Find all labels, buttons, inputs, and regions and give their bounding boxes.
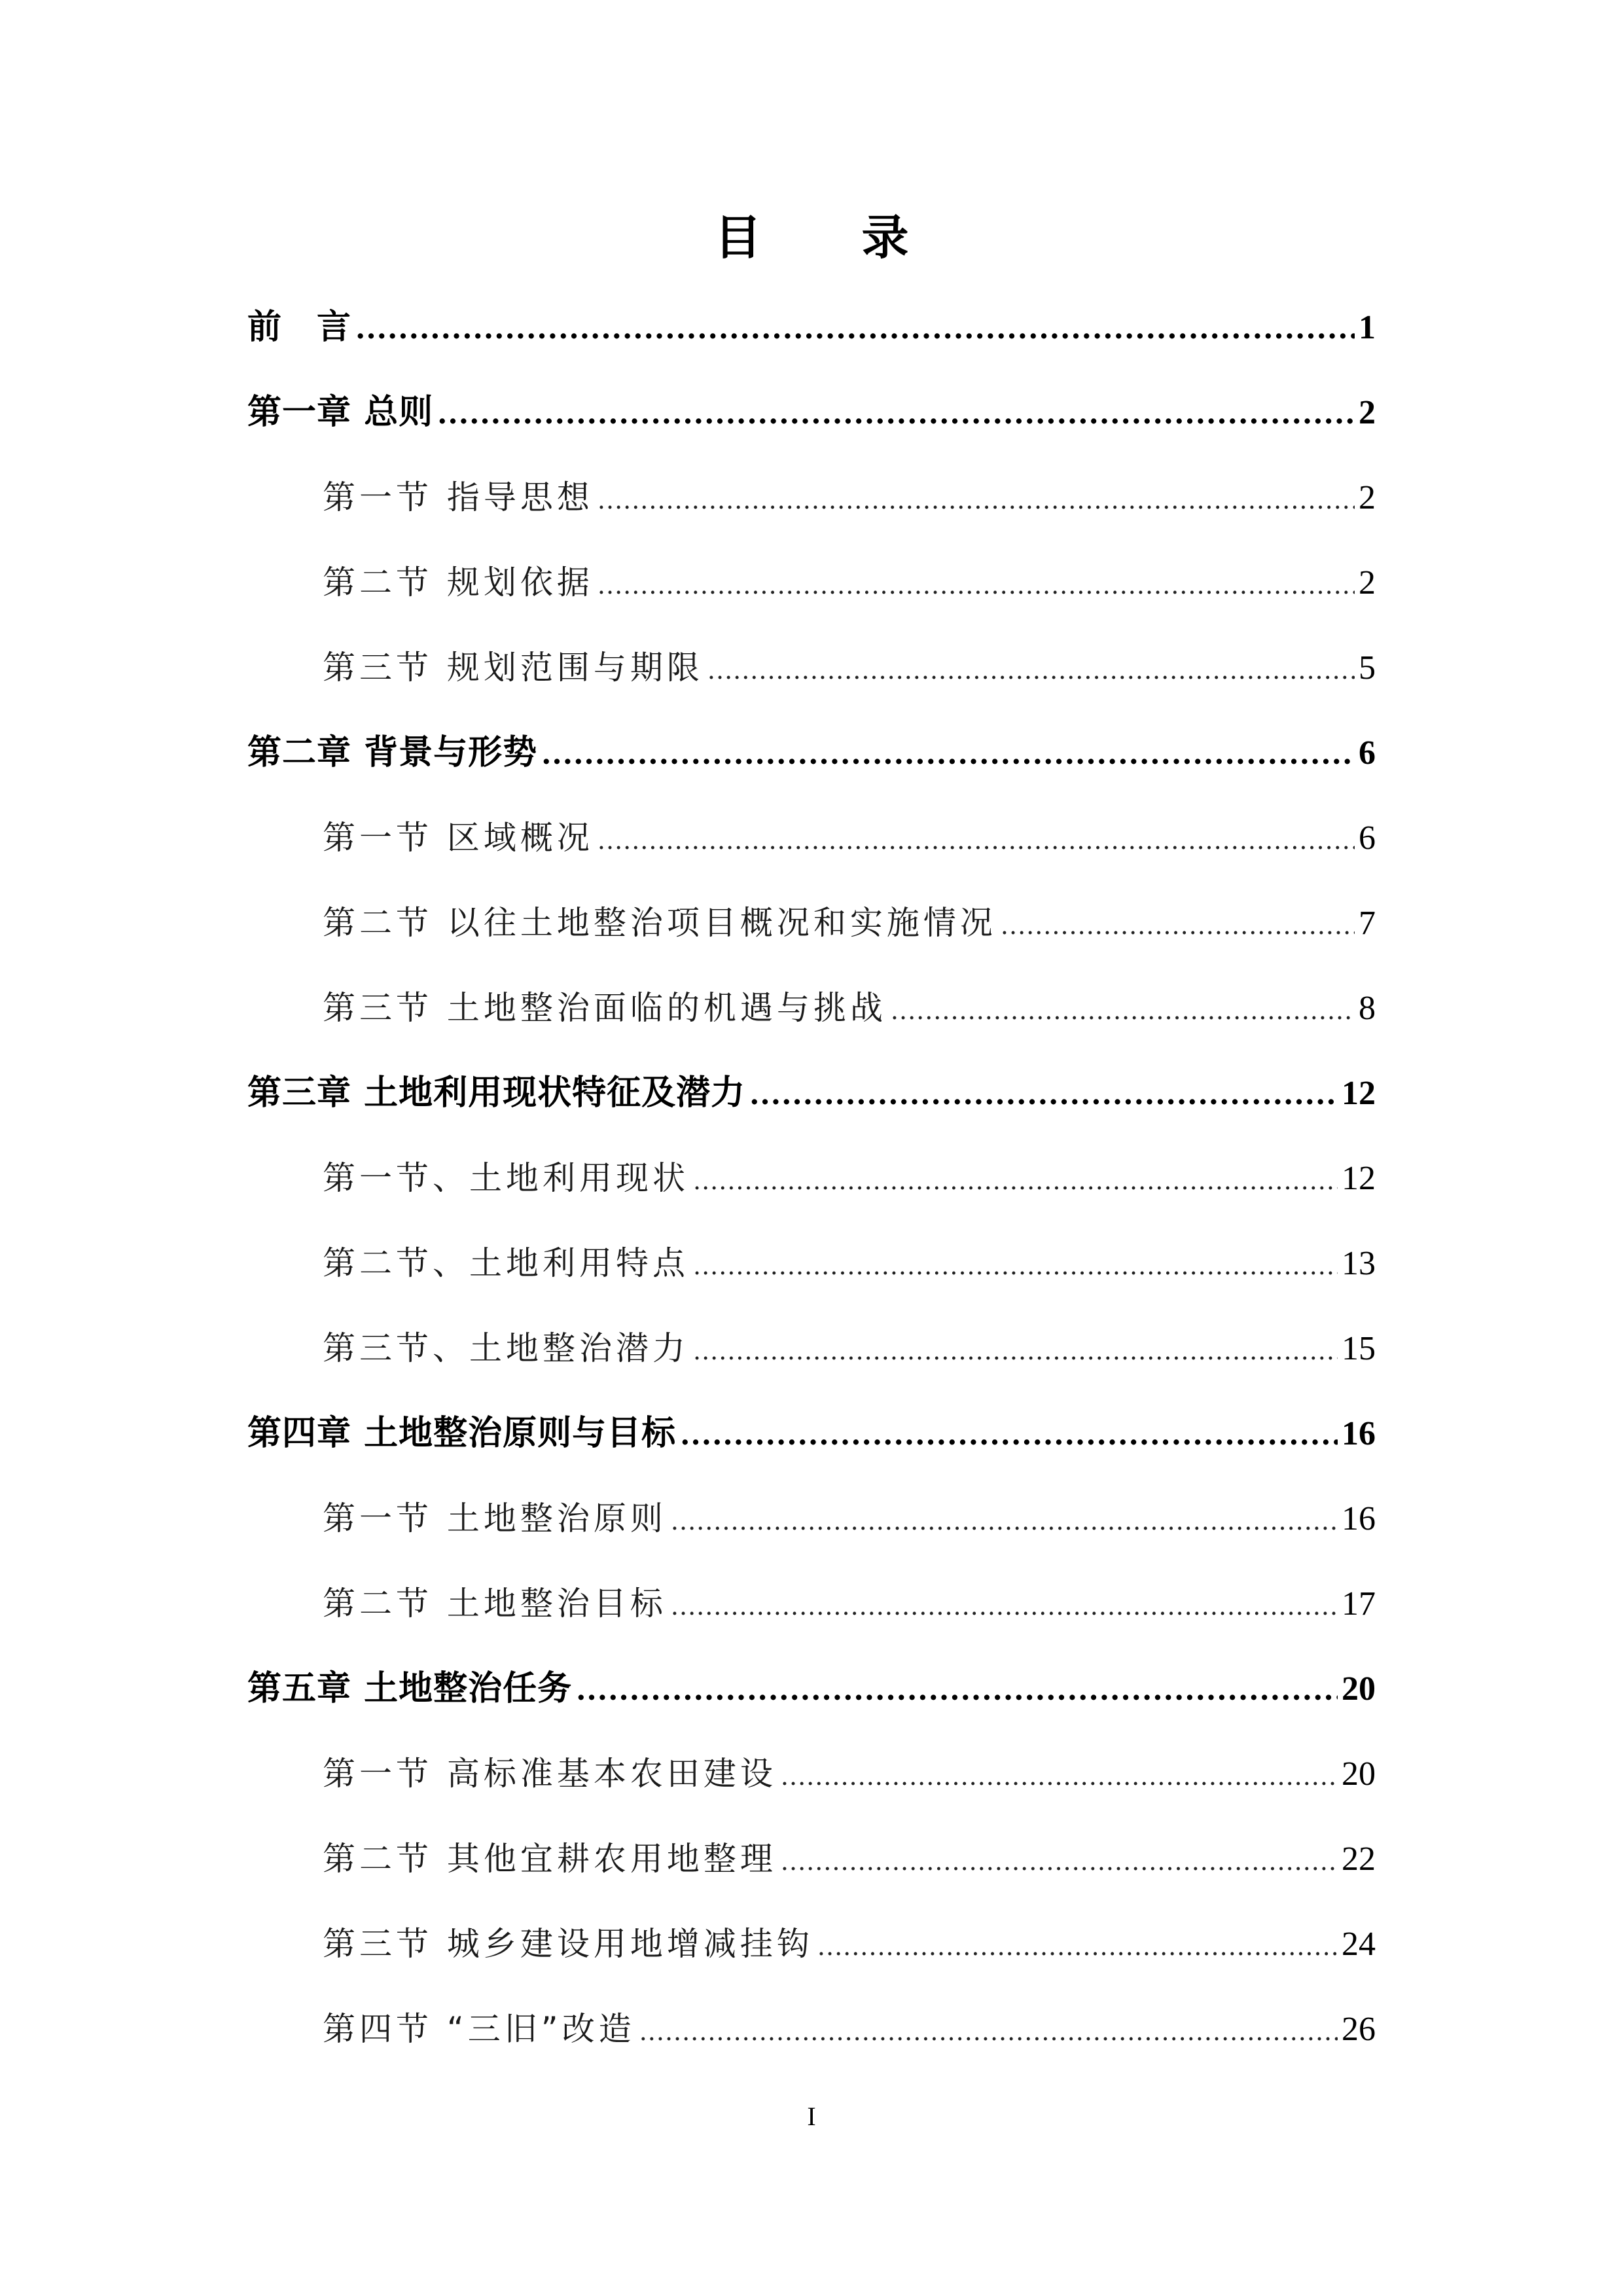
- toc-leader-dots: [693, 1240, 1338, 1292]
- toc-entry-page: 2: [1359, 564, 1376, 601]
- toc-leader-dots: [541, 728, 1355, 781]
- toc-entry-label: 第二节 规划依据: [323, 564, 594, 601]
- toc-leader-dots: [891, 984, 1355, 1037]
- toc-entry-section-2-1[interactable]: [323, 812, 1376, 864]
- toc-entry-section-5-2[interactable]: [323, 1833, 1376, 1885]
- toc-entry-label: 第三节 土地整治面临的机遇与挑战: [323, 989, 887, 1027]
- toc-entry-page: 5: [1359, 649, 1376, 687]
- toc-entry-label: 第一节、土地利用现状: [323, 1159, 689, 1197]
- toc-entry-section-5-3[interactable]: [323, 1918, 1376, 1970]
- toc-entry-label: 第二节 以往土地整治项目概况和实施情况: [323, 904, 997, 942]
- toc-entry-label: 第二章 背景与形势: [247, 733, 538, 772]
- toc-leader-dots: [437, 388, 1355, 440]
- toc-entry-section-3-1[interactable]: [323, 1152, 1376, 1204]
- toc-leader-dots: [1001, 899, 1355, 952]
- toc-entry-page: 8: [1359, 990, 1376, 1027]
- toc-entry-label: 第一节 区域概况: [323, 819, 594, 857]
- toc-entry-label: 第三节、土地整治潜力: [323, 1329, 689, 1367]
- toc-entry-section-3-2[interactable]: [323, 1237, 1376, 1289]
- toc-entry-chapter-5[interactable]: [247, 1662, 1376, 1715]
- toc-entry-section-3-3[interactable]: [323, 1322, 1376, 1374]
- toc-leader-dots: [693, 1155, 1338, 1207]
- toc-entry-page: 1: [1359, 309, 1376, 346]
- toc-entry-label: 第三节 城乡建设用地增减挂钩: [323, 1925, 813, 1963]
- toc-entry-page: 15: [1342, 1330, 1376, 1367]
- toc-entry-chapter-2[interactable]: [247, 726, 1376, 779]
- toc-entry-chapter-3[interactable]: [247, 1067, 1376, 1119]
- toc-leader-dots: [597, 814, 1355, 867]
- toc-leader-dots: [749, 1069, 1338, 1121]
- toc-leader-dots: [693, 1325, 1338, 1377]
- toc-entry-page: 16: [1342, 1500, 1376, 1537]
- toc-entry-label: 第一节 指导思想: [323, 478, 594, 516]
- toc-entry-page: 7: [1359, 905, 1376, 942]
- toc-leader-dots: [597, 559, 1355, 611]
- toc-leader-dots: [707, 644, 1355, 696]
- toc-entry-section-4-2[interactable]: [323, 1577, 1376, 1630]
- toc-entry-section-2-3[interactable]: [323, 982, 1376, 1034]
- toc-entry-chapter-4[interactable]: [247, 1407, 1376, 1460]
- toc-leader-dots: [355, 303, 1355, 355]
- toc-entry-label: 第四节 “三旧”改造: [323, 2010, 635, 2048]
- toc-entry-page: 13: [1342, 1245, 1376, 1282]
- toc-leader-dots: [671, 1580, 1338, 1632]
- toc-leader-dots: [576, 1664, 1338, 1717]
- page-number: I: [807, 2102, 816, 2131]
- toc-entry-page: 12: [1342, 1160, 1376, 1197]
- toc-entry-label: 第三节 规划范围与期限: [323, 649, 704, 687]
- toc-entry-section-1-3[interactable]: [323, 641, 1376, 694]
- toc-entry-preface[interactable]: [247, 301, 1376, 353]
- toc-entry-label: 前 言: [247, 308, 352, 347]
- toc-entry-page: 2: [1359, 479, 1376, 516]
- toc-entry-page: 22: [1342, 1840, 1376, 1878]
- toc-entry-section-2-2[interactable]: [323, 897, 1376, 949]
- toc-entry-page: 12: [1342, 1075, 1376, 1112]
- toc-entry-page: 6: [1359, 734, 1376, 772]
- toc-entry-label: 第一章 总则: [247, 393, 434, 432]
- toc-entry-page: 17: [1342, 1585, 1376, 1623]
- toc-leader-dots: [817, 1920, 1338, 1973]
- toc-leader-dots: [597, 474, 1355, 526]
- toc-entry-section-1-2[interactable]: [323, 556, 1376, 609]
- toc-entry-label: 第二节、土地利用特点: [323, 1244, 689, 1282]
- toc-entry-section-5-1[interactable]: [323, 1748, 1376, 1800]
- toc-entry-label: 第三章 土地利用现状特征及潜力: [247, 1073, 746, 1113]
- toc-entry-page: 2: [1359, 394, 1376, 431]
- toc-entry-page: 6: [1359, 819, 1376, 857]
- toc-entry-label: 第一节 高标准基本农田建设: [323, 1755, 777, 1793]
- toc-leader-dots: [781, 1750, 1338, 1803]
- toc-entry-label: 第四章 土地整治原则与目标: [247, 1414, 677, 1453]
- toc-leader-dots: [671, 1495, 1338, 1547]
- toc-entry-label: 第二节 土地整治目标: [323, 1585, 667, 1623]
- toc-entry-section-1-1[interactable]: [323, 471, 1376, 524]
- toc-entry-section-4-1[interactable]: [323, 1492, 1376, 1545]
- toc-entry-label: 第一节 土地整治原则: [323, 1499, 667, 1537]
- toc-entry-page: 20: [1342, 1755, 1376, 1793]
- toc-entry-page: 26: [1342, 2011, 1376, 2048]
- toc-entry-page: 16: [1342, 1415, 1376, 1452]
- toc-entry-chapter-1[interactable]: [247, 386, 1376, 439]
- toc-entry-page: 24: [1342, 1926, 1376, 1963]
- toc-leader-dots: [781, 1835, 1338, 1888]
- toc-entry-label: 第二节 其他宜耕农用地整理: [323, 1840, 777, 1878]
- toc-entry-page: 20: [1342, 1670, 1376, 1708]
- toc-leader-dots: [680, 1409, 1338, 1462]
- toc-leader-dots: [639, 2005, 1338, 2058]
- toc-title: 目 录: [714, 210, 951, 265]
- toc-entry-label: 第五章 土地整治任务: [247, 1669, 573, 1708]
- toc-entry-section-5-4[interactable]: [323, 2003, 1376, 2055]
